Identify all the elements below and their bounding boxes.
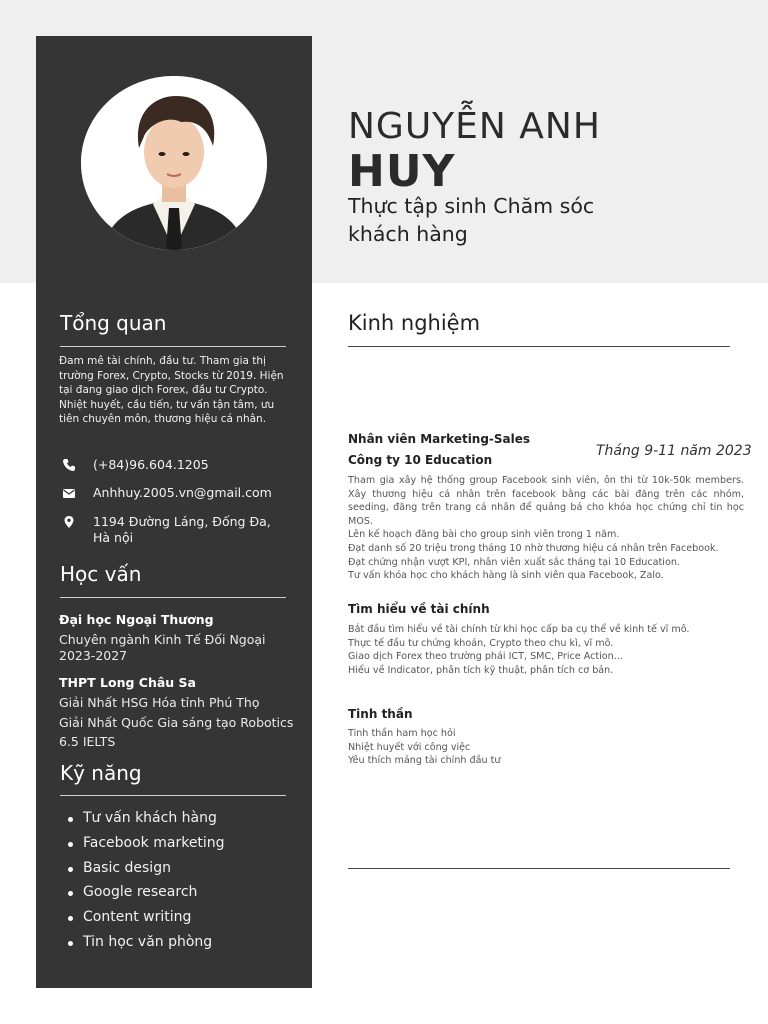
profile-photo: [81, 76, 267, 250]
phone-icon: [62, 458, 76, 472]
skills-heading: Kỹ năng: [60, 761, 142, 785]
job-1-description: [348, 474, 744, 583]
finance-line: Hiểu về Indicator, phân tích kỹ thuật, phân tích cơ bản.: [348, 664, 614, 676]
finance-heading: Tìm hiểu về tài chính: [348, 602, 490, 616]
skill-item: Tin học văn phòng: [60, 930, 225, 955]
experience-heading: Kinh nghiệm: [348, 311, 481, 335]
location-pin-icon: [62, 515, 76, 529]
finance-line: Bắt đầu tìm hiểu về tài chính từ khi học cấp ba cụ thể về kinh tế vĩ mô.: [348, 624, 690, 635]
job-role-title: Thực tập sinh Chăm sóc khách hàng: [348, 194, 595, 246]
name-first-line: NGUYỄN ANH: [348, 106, 601, 147]
contact-email: [60, 485, 290, 503]
skills-divider: [60, 795, 286, 796]
education-major: Chuyên ngành Kinh Tế Đối Ngoại: [59, 632, 266, 647]
job-1-position: Nhân viên Marketing-Sales: [348, 432, 531, 446]
experience-divider: [348, 346, 730, 347]
spirit-heading: Tinh thần: [348, 707, 413, 721]
contact-phone: [60, 457, 290, 475]
spirit-line: Yêu thích mảng tài chính đầu tư: [348, 755, 501, 767]
phone-text: (+84)96.604.1205: [93, 457, 209, 472]
job-1-line: Tham gia xây hệ thống group Facebook sinh viên, ôn thi từ 10k-50k members. Xây thương hiệu cá nhân trên facebook bằng các bài đăng trên các nhóm, seeding, đăng trên trang cá nhân để quảng bá cho khóa học chứng chỉ tin học MOS.: [348, 475, 744, 527]
job-1-date: Tháng 9-11 năm 2023: [596, 443, 752, 459]
envelope-icon: [62, 486, 76, 500]
finance-line: Thực tế đầu tư chứng khoán, Crypto theo chu kì, vĩ mô.: [348, 637, 614, 649]
skill-item: Facebook marketing: [60, 831, 225, 856]
education-school-2: THPT Long Châu Sa: [59, 675, 196, 690]
bottom-divider: [348, 868, 730, 869]
finance-description: [348, 623, 744, 677]
education-school-1: Đại học Ngoại Thương: [59, 612, 214, 627]
job-1-line: Lên kế hoạch đăng bài cho group sinh viên trong 1 năm.: [348, 529, 620, 541]
spirit-line: Tinh thần ham học hỏi: [348, 728, 456, 739]
education-ielts: 6.5 IELTS: [59, 734, 116, 749]
skills-list: [60, 806, 225, 955]
spirit-line: Nhiệt huyết với công việc: [348, 741, 471, 753]
finance-line: Giao dịch Forex theo trường phái ICT, SMC, Price Action...: [348, 651, 623, 663]
job-1-line: Đạt chứng nhận vượt KPI, nhân viên xuất sắc tháng tại 10 Education.: [348, 556, 680, 568]
email-text: Anhhuy.2005.vn@gmail.com: [93, 485, 272, 500]
skill-item: Content writing: [60, 905, 225, 930]
skill-item: Google research: [60, 880, 225, 905]
job-1-line: Tư vấn khóa học cho khách hàng là sinh viên qua Facebook, Zalo.: [348, 570, 664, 582]
overview-divider: [60, 346, 286, 347]
education-heading: Học vấn: [60, 562, 142, 586]
spirit-description: [348, 727, 744, 768]
overview-text: Đam mê tài chính, đầu tư. Tham gia thị trường Forex, Crypto, Stocks từ 2019. Hiện tại đang giao dịch Forex, đầu tư Crypto. Nhiệt huyết, cầu tiến, tư vấn tận tâm, ưu tiên chuyên môn, thương hiệu cá nhân.: [59, 355, 284, 426]
person-portrait-icon: [81, 76, 267, 250]
job-1-line: Đạt danh số 20 triệu trong tháng 10 nhờ thương hiệu cá nhân trên Facebook.: [348, 542, 719, 554]
education-years: 2023-2027: [59, 648, 128, 663]
overview-heading: Tổng quan: [60, 311, 167, 335]
education-divider: [60, 597, 286, 598]
education-award-1: Giải Nhất HSG Hóa tỉnh Phú Thọ: [59, 695, 260, 710]
contact-address: [60, 514, 290, 548]
education-award-2: Giải Nhất Quốc Gia sáng tạo Robotics: [59, 715, 294, 730]
sidebar: [36, 36, 312, 988]
address-text: 1194 Đường Láng, Đống Đa, Hà nội: [93, 514, 271, 545]
name-second-line: HUY: [348, 146, 456, 197]
skill-item: Tư vấn khách hàng: [60, 806, 225, 831]
job-1-company: Công ty 10 Education: [348, 453, 493, 467]
skill-item: Basic design: [60, 856, 225, 881]
